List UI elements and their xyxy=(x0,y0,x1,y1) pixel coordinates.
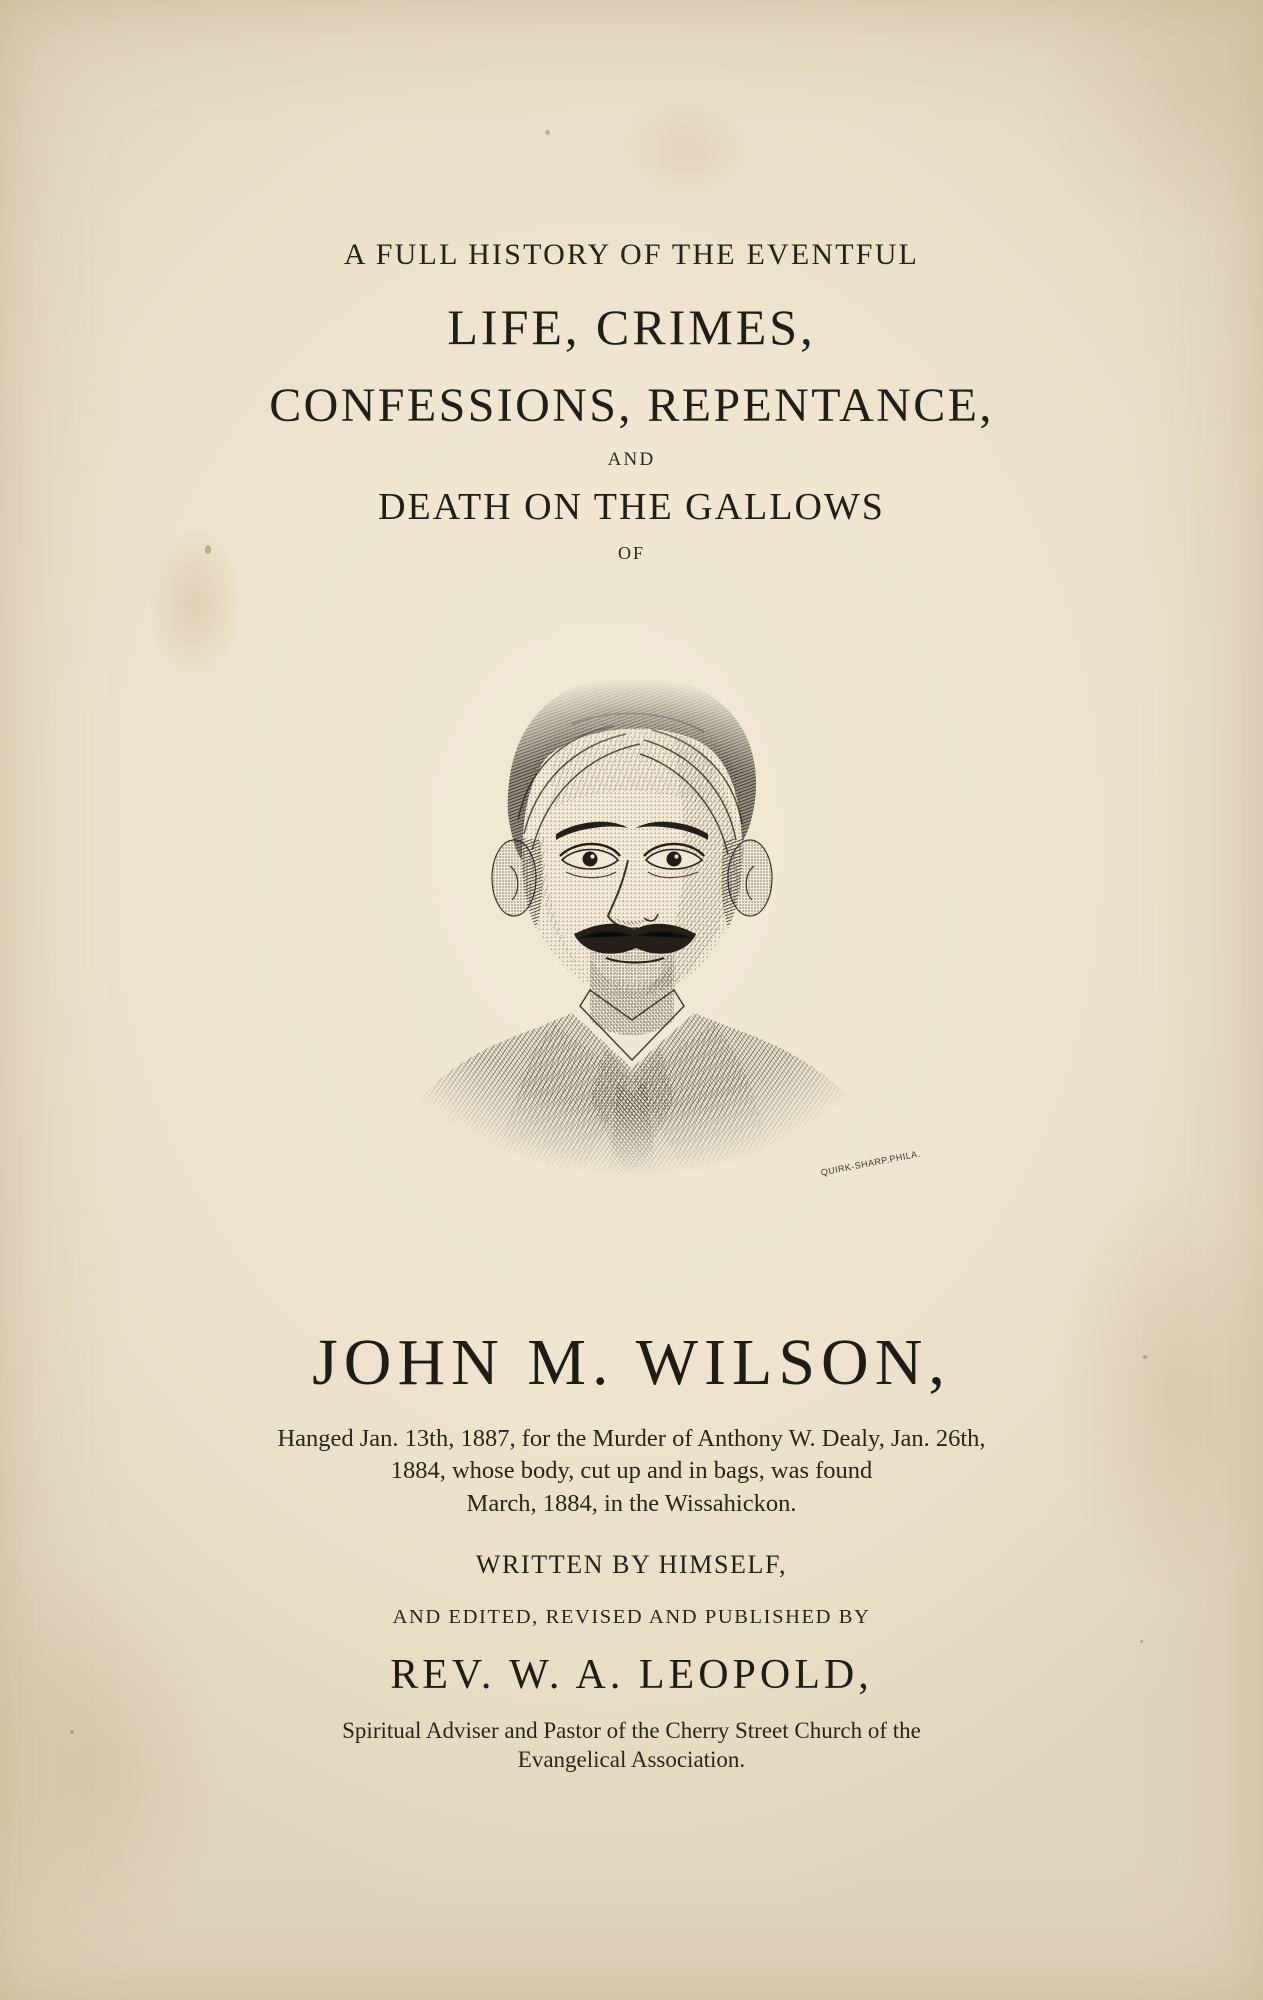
editor-name: REV. W. A. LEOPOLD, xyxy=(390,1651,873,1698)
headline-of: OF xyxy=(617,543,645,563)
subject-name: JOHN M. WILSON, xyxy=(312,1326,951,1399)
editor-role-line2: Evangelical Association. xyxy=(517,1746,746,1772)
paper-stain xyxy=(620,95,750,205)
written-by-line: WRITTEN BY HIMSELF, xyxy=(475,1549,788,1579)
headline-life-crimes: LIFE, CRIMES, xyxy=(447,299,816,355)
portrait-illustration xyxy=(322,628,942,1188)
headline-death-on-the-gallows: DEATH ON THE GALLOWS xyxy=(378,486,885,528)
subject-caption xyxy=(0,1423,1263,1520)
subject-caption-line2: 1884, whose body, cut up and in bags, was found xyxy=(390,1457,873,1485)
subject-caption-line3: March, 1884, in the Wissahickon. xyxy=(466,1489,797,1517)
headline-and: AND xyxy=(607,449,656,470)
paper-speck xyxy=(545,130,550,135)
editor-role-line1: Spiritual Adviser and Pastor of the Cherry Street Church of the xyxy=(342,1717,921,1743)
title-block xyxy=(0,238,1263,564)
engraver-credit: QUIRK-SHARP.PHILA. xyxy=(820,1148,922,1178)
headline-eventful: A FULL HISTORY OF THE EVENTFUL xyxy=(343,238,920,271)
paper-stain xyxy=(1040,0,1263,240)
edited-by-line: AND EDITED, REVISED AND PUBLISHED BY xyxy=(392,1605,871,1628)
editor-role xyxy=(0,1717,1263,1775)
lower-text-block xyxy=(0,1325,1263,1774)
subject-caption-line1: Hanged Jan. 13th, 1887, for the Murder of Anthony W. Dealy, Jan. 26th, xyxy=(277,1425,986,1452)
portrait-engraving xyxy=(322,628,942,1188)
headline-confessions: CONFESSIONS, REPENTANCE, xyxy=(269,379,994,432)
